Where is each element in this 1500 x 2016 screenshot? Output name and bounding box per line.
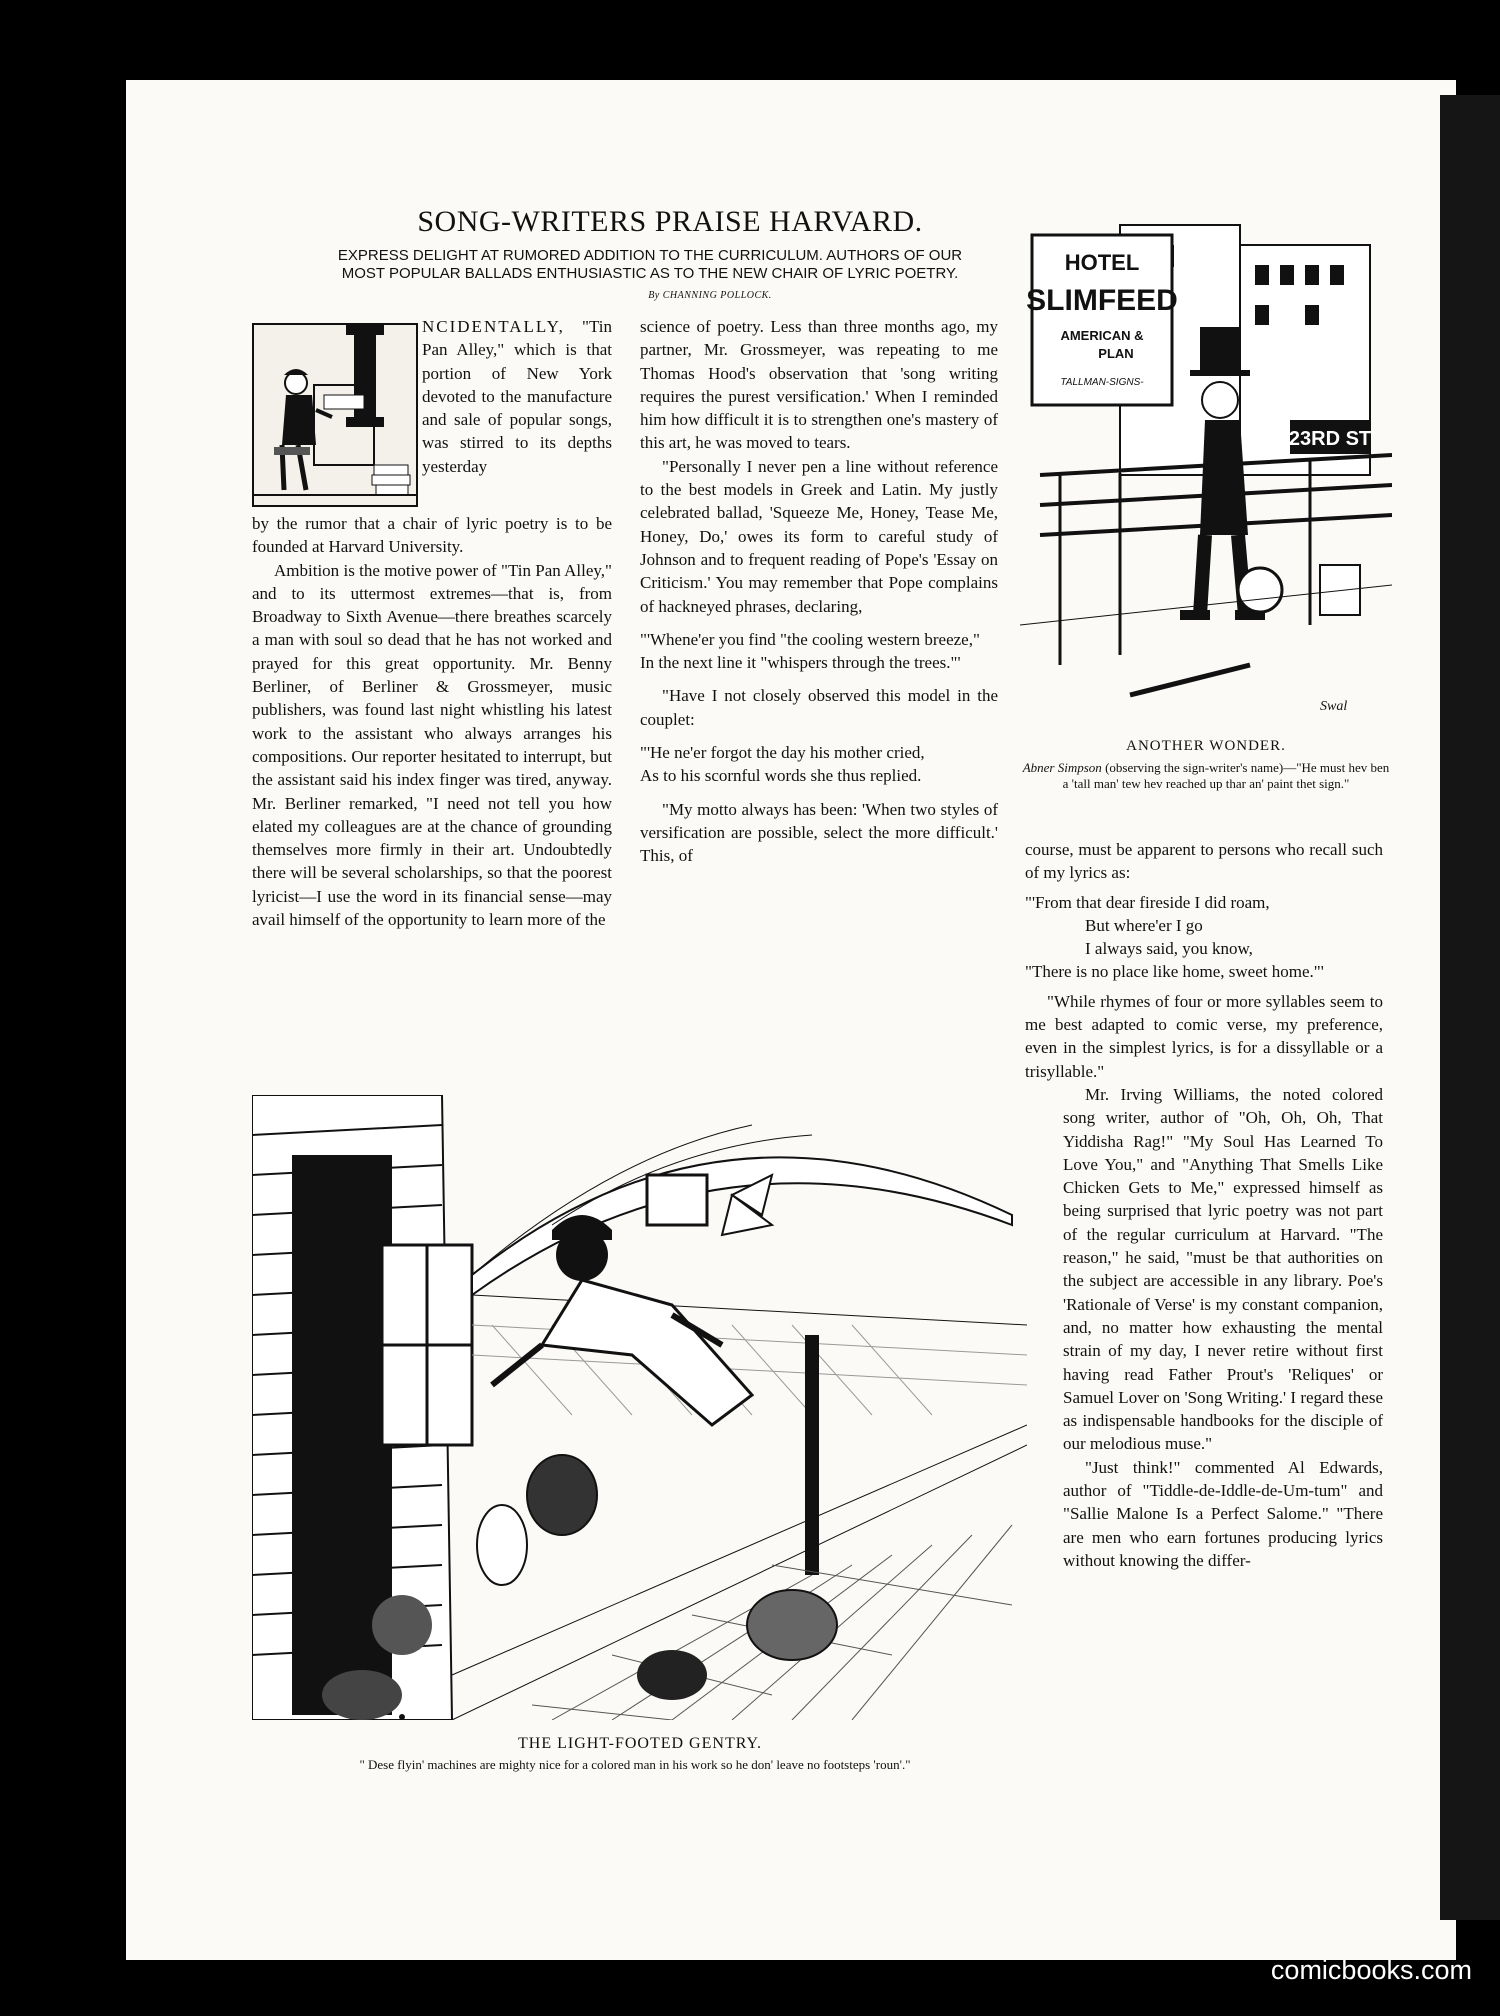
cartoon-title: ANOTHER WONDER. (1126, 738, 1286, 754)
hotel-sign-illustration (1020, 205, 1392, 733)
artist-signature: Swal (1320, 699, 1348, 714)
verse-line: In the next line it "whispers through the trees."' (640, 653, 961, 673)
paragraph: Mr. Irving Williams, the noted colored song writer, author of "Oh, Oh, Oh, That Yiddisha Rag!" "My Soul Has Learned To Love You," and "Anything That Smells Like Chicken Gets to Me," expressed himself as being surprised that lyric poetry was not part of the regular curriculum at Harvard. "The reason," he said, "must be that authorities on the subject are accessible in any library. Poe's 'Rationale of Verse' is my constant companion, and, no matter how exhausting the mental strain of my day, I never retire without first having read Father Prout's 'Reliques' or Samuel Lover on 'Song Writing.' I regard these as indispensable handbooks for the disciple of our melodious muse." (1063, 1084, 1383, 1454)
sign-credit: TALLMAN-SIGNS- (1060, 377, 1144, 388)
verse-line: "There is no place like home, sweet home."' (1025, 962, 1324, 982)
column-3 (1025, 838, 1383, 1572)
column-1 (252, 315, 612, 931)
paragraph: "Have I not closely observed this model in the couplet: (640, 686, 998, 729)
cartoon-title: THE LIGHT-FOOTED GENTRY. (518, 1735, 762, 1752)
verse-quote (640, 628, 998, 675)
paragraph: "Personally I never pen a line without reference to the best models in Greek and Latin. My justly celebrated ballad, 'Squeeze Me, Honey, Tease Me, Honey, Do,' owes its form to careful study of Johnson and to frequent reading of Pope's 'Essay on Criticism.' You may remember that Pope complains of hackneyed phrases, declaring, (640, 456, 998, 616)
paragraph: "Just think!" commented Al Edwards, author of "Tiddle-de-Iddle-de-Um-tum" and "Sallie Malone Is a Perfect Salome." "There are men who earn fortunes producing lyrics without knowing the differ- (1063, 1457, 1383, 1570)
drop-cap-illustration (252, 323, 418, 507)
caption-speaker: Abner Simpson (1022, 760, 1102, 775)
verse-quote (1025, 891, 1383, 984)
cartoon-caption: " Dese flyin' machines are mighty nice for a colored man in his work so he don' leave no footsteps 'roun'." (359, 1757, 911, 1772)
flying-machine-illustration (252, 1095, 1027, 1720)
verse-line: "'From that dear fireside I did roam, (1025, 892, 1270, 912)
sign-name: SLIMFEED (1026, 284, 1178, 317)
piano-player-illustration (254, 325, 416, 505)
verse-quote (640, 741, 998, 788)
light-footed-gentry-cartoon (252, 1095, 1027, 1720)
verse-line: "'Whene'er you find "the cooling western breeze," (640, 629, 980, 649)
lead-paragraph (252, 315, 612, 512)
watermark: comicbooks.com (1270, 1955, 1472, 1985)
paragraph: by the rumor that a chair of lyric poetry is to be founded at Harvard University. (252, 514, 612, 557)
article-subhead (240, 247, 1060, 283)
subhead-line: MOST POPULAR BALLADS ENTHUSIASTIC AS TO THE NEW CHAIR OF LYRIC POETRY. (341, 265, 959, 282)
verse-line: But where'er I go (1085, 915, 1203, 935)
byline: By CHANNING POLLOCK. (648, 290, 772, 301)
column-2 (640, 315, 998, 868)
lead-first-words: NCIDENTALLY, (422, 317, 565, 336)
narrow-section (1025, 1083, 1383, 1572)
caption-text: (observing the sign-writer's name)—"He must hev ben a 'tall man' tew hev reached up thar an' paint thet sign." (1062, 760, 1390, 791)
paragraph: "My motto always has been: 'When two styles of versification are possible, select the more difficult.' This, of (640, 799, 998, 866)
cartoon-caption (1020, 760, 1392, 792)
another-wonder-cartoon (1020, 205, 1392, 733)
sign-line: PLAN (1098, 346, 1134, 361)
article-headline: SONG-WRITERS PRAISE HARVARD. (417, 205, 923, 238)
sign-line: AMERICAN & (1060, 328, 1144, 343)
verse-line: I always said, you know, (1085, 939, 1253, 959)
street-sign: 23RD ST (1288, 428, 1372, 450)
lead-text: "Tin Pan Alley," which is that portion of New York devoted to the manufacture and sale of popular songs, was stirred to its depths yesterday (422, 317, 612, 476)
verse-line: "'He ne'er forgot the day his mother cried, (640, 743, 925, 763)
verse-line: As to his scornful words she thus replied. (640, 766, 922, 786)
adjacent-page-edge (1440, 95, 1500, 1920)
paragraph: Ambition is the motive power of "Tin Pan Alley," and to its uttermost extremes—that is, from Broadway to Sixth Avenue—there breathes scarcely a man with soul so dead that he has not worked and prayed for this great opportunity. Mr. Benny Berliner, of Berliner & Grossmeyer, music publishers, was found last night whistling his latest work to the assistant who always arranges his compositions. Our reporter hesitated to interrupt, but the assistant said his index finger was tired, anyway. Mr. Berliner remarked, "I need not tell you how elated my colleagues are at the chance of grounding themselves more firmly in their art. Undoubtedly there will be several scholarships, so that the poorest lyricist—I use the word in its financial sense—may avail himself of the opportunity to learn more of the (252, 560, 612, 930)
paragraph: science of poetry. Less than three months ago, my partner, Mr. Grossmeyer, was repeating to me Thomas Hood's observation that 'song writing requires the purest versification.' When I reminded him how difficult it is to strengthen one's mastery of this art, he was moved to tears. (640, 317, 998, 453)
paragraph: course, must be apparent to persons who recall such of my lyrics as: (1025, 840, 1383, 883)
sign-hotel: HOTEL (1064, 250, 1140, 275)
paragraph: "While rhymes of four or more syllables seem to me best adapted to comic verse, my preference, even in the simplest lyrics, is for a dissyllable or a trisyllable." (1025, 991, 1383, 1081)
subhead-line: EXPRESS DELIGHT AT RUMORED ADDITION TO THE CURRICULUM. AUTHORS OF OUR (337, 247, 963, 264)
